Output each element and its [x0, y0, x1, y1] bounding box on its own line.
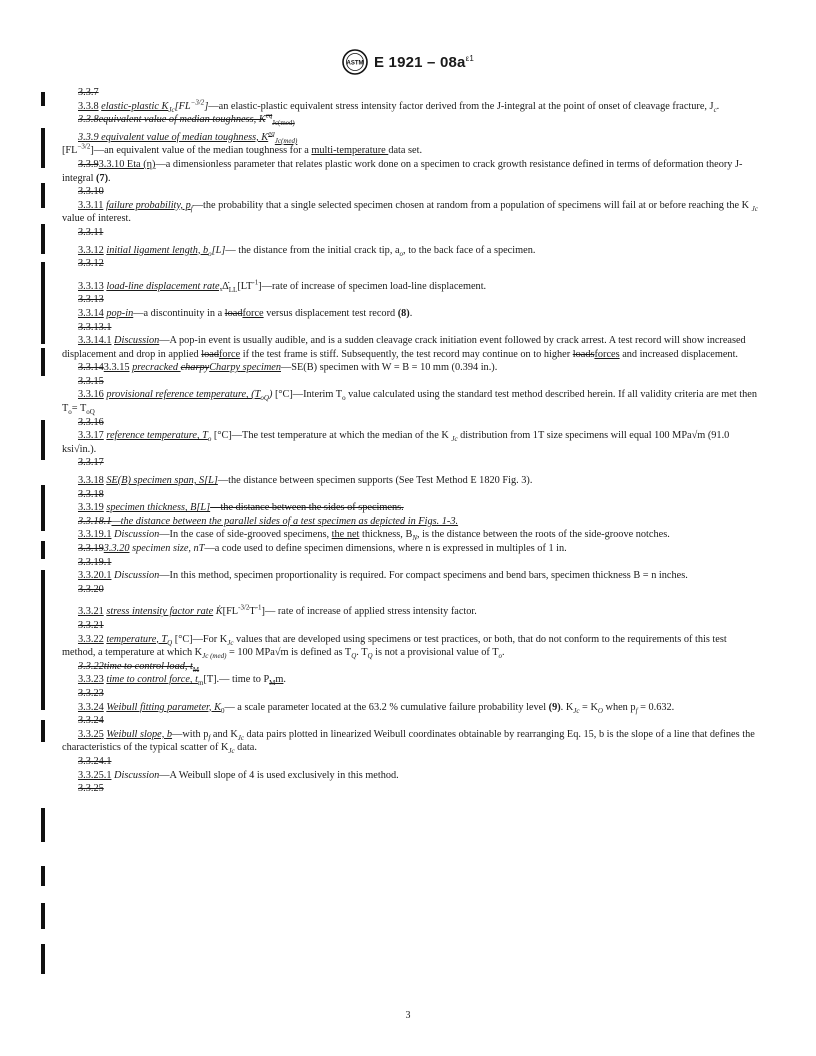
- page-number: 3: [405, 1010, 411, 1021]
- change-bar: [41, 128, 45, 168]
- definition-paragraph: 3.3.22 temperature, $T_Q$ [°C]—For $K_{Jc}$ values that are developed using specimens or test practices, or both, that do not conform to the requirements of this test method, a temperature at which $K_{Jc (med)} = 100$ MPa√m is defined as $T_Q$. $T_Q$ is not a provisional value of $T_o$.: [62, 633, 727, 661]
- change-bar: [41, 348, 45, 376]
- change-bar: [41, 808, 45, 842]
- definition-paragraph: 3.3.16 provisional reference temperature, $(T_{oQ})$ [°C]—Interim $T_o$ value calculated using the standard test method described herein. If all validity criteria are met then $T_o= T_{oQ}$: [62, 389, 758, 417]
- paragraph: 3.3.10: [78, 186, 104, 198]
- definition-paragraph: 3.3.12 initial ligament length, $b_o[L]—$ the distance from the initial crack tip, $a_o$, to the back face of a specimen.: [78, 244, 536, 258]
- definition-paragraph: 3.3.17 reference temperature, $T_o$ [°C]—The test temperature at which the median of the K $_{Jc}$ distribution from 1T size specimens will equal 100 MPa√m (91.0 ksi√in.).: [62, 430, 730, 455]
- astm-logo-icon: [342, 49, 368, 75]
- paragraph: 3.3.20: [78, 583, 104, 595]
- definition-paragraph: 3.3.193.3.20 specimen size, nT—a code used to define specimen dimensions, where n is expressed in multiples of 1 in.: [78, 543, 567, 554]
- definition-paragraph: 3.3.8 elastic-plastic $K_{Jc}[FL^{-3/2}]—an$ elastic-plastic equivalent stress intensity factor derived from the J-integral at the point of onset of cleavage fracture, $J_c$.: [78, 98, 720, 114]
- change-bar: [41, 570, 45, 710]
- definition-paragraph: 3.3.19.1 Discussion—In the case of side-grooved specimens, the net thickness, $B_N$, is the distance between the roots of the side-groove notches.: [78, 529, 670, 543]
- definition-paragraph: 3.3.18.1—the distance between the parallel sides of a test specimen as depicted in Figs. 1-3.: [78, 515, 459, 527]
- definition-paragraph: 3.3.21 stress intensity factor rate $K̇[FL^{-3/2}T^{-1}]—$ rate of increase of applied stress intensity factor.: [78, 603, 477, 618]
- paragraph: 3.3.21: [78, 619, 104, 631]
- paragraph: 3.3.17: [78, 457, 104, 469]
- paragraph: 3.3.25: [78, 783, 104, 795]
- paragraph: 3.3.13.1: [78, 321, 112, 333]
- definition-paragraph: 3.3.25.1 Discussion—A Weibull slope of 4 is used exclusively in this method.: [78, 769, 399, 781]
- paragraph: 3.3.9 equivalent value of median toughness, $K^{eq}_{Jc(med)}$: [78, 129, 298, 145]
- change-bar: [41, 485, 45, 531]
- change-bar: [41, 92, 45, 106]
- change-bar: [41, 224, 45, 254]
- change-bar: [41, 420, 45, 460]
- page-header: [0, 48, 816, 76]
- change-bar: [41, 720, 45, 742]
- paragraph: 3.3.15: [78, 375, 104, 387]
- definition-paragraph: 3.3.14 pop-in—a discontinuity in a loadforce versus displacement test record (8).: [78, 307, 413, 319]
- paragraph: 3.3.22time to control load, $t_M$: [78, 660, 200, 674]
- change-bar: [41, 541, 45, 559]
- paragraph: 3.3.24.1: [78, 755, 112, 767]
- paragraph: 3.3.23: [78, 687, 104, 699]
- definition-paragraph: 3.3.18 SE(B) specimen span, S[L]—the distance between specimen supports (See Test Method E 1820 Fig. 3).: [78, 475, 533, 487]
- definition-paragraph: 3.3.14.1 Discussion—A pop-in event is usually audible, and is a sudden cleavage crack initiation event followed by crack arrest. A test record will show increased displacement and drop in applied loadforce if the test frame is stiff. Subsequently, the test record may continue on to higher loadsforces and increased displacement.: [62, 335, 746, 360]
- change-bar: [41, 262, 45, 344]
- paragraph: 3.3.16: [78, 416, 104, 428]
- document-body: [62, 86, 762, 796]
- svg-text:ASTM: ASTM: [346, 60, 364, 67]
- definition-paragraph: 3.3.93.3.10 Eta (η)—a dimensionless parameter that relates plastic work done on a specimen to crack growth resistance defined in terms of deformation theory J-integral (7).: [62, 158, 743, 184]
- paragraph: 3.3.11: [78, 226, 104, 238]
- paragraph: 3.3.8equivalent value of median toughness, $K^{eq}_{Jc(med)}$: [78, 111, 295, 128]
- definition-paragraph: 3.3.25 Weibull slope, b—with $p_f$ and $K_{Jc}$ data pairs plotted in linearized Weibull coordinates obtainable by rearranging Eq. 15, b is the slope of a line that defines the characteristics of the typical scatter of $K_{Jc}$ data.: [62, 728, 755, 756]
- paragraph: 3.3.24: [78, 715, 104, 727]
- definition-paragraph: 3.3.19 specimen thickness, B[L]—the distance between the sides of specimens.: [78, 502, 404, 514]
- definition-paragraph: 3.3.20.1 Discussion—In this method, specimen proportionality is required. For compact specimens and bend bars, specimen thickness B = n inches.: [78, 570, 688, 582]
- paragraph: 3.3.13: [78, 294, 104, 306]
- definition-paragraph: 3.3.24 Weibull fitting parameter, $K_0—$ a scale parameter located at the 63.2 % cumulative failure probability level (9). $K_{Jc} = K_O$ when $p_f = 0.632$.: [78, 701, 675, 715]
- definition-paragraph: 3.3.23 time to control force, $t_m[T].—$ time to $P_Mm$.: [78, 674, 286, 688]
- paragraph: 3.3.18: [78, 488, 104, 500]
- change-bar: [41, 183, 45, 208]
- change-bar: [41, 944, 45, 974]
- paragraph: 3.3.19.1: [78, 556, 112, 568]
- document-number: E $1921 - 08a^{\varepsilon 1}$: [373, 53, 475, 71]
- paragraph: 3.3.7: [78, 87, 99, 98]
- change-bar: [41, 866, 45, 886]
- definition-paragraph: 3.3.143.3.15 precracked charpyCharpy specimen—SE(B) specimen with W = B = 10 mm (0.394 in.).: [78, 362, 498, 374]
- paragraph: $[FL^{-3/2}]—an$ equivalent value of the median toughness for a multi-temperature data set.: [62, 142, 423, 157]
- definition-paragraph: 3.3.11 failure probability, $p_f—the$ probability that a single selected specimen chosen at random from a population of specimens will fail at or before reaching the K $_{Jc}$ value of interest.: [62, 199, 758, 225]
- change-bar: [41, 903, 45, 929]
- paragraph: 3.3.12: [78, 258, 104, 270]
- definition-paragraph: 3.3.13 load-line displacement $rate,\Deltȧ_{LL}[LT^{-1}]—rate$ of increase of specimen load-line displacement.: [78, 278, 487, 294]
